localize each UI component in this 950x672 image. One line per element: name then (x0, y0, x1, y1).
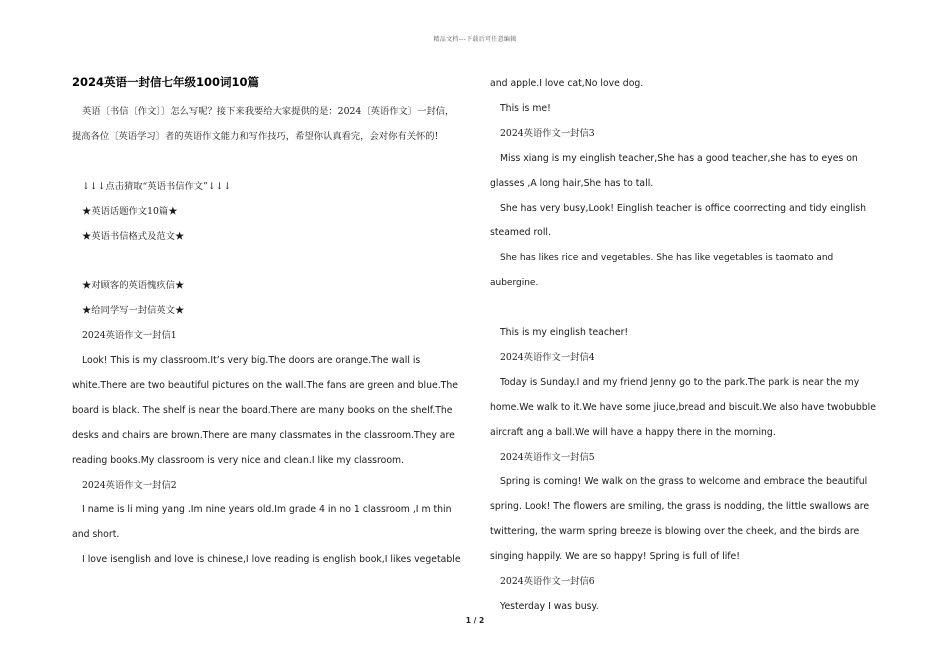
essay-1-paragraph: Look! This is my classroom.It’s very big.The doors are orange.The wall is white.There are two beautiful pictures on the wall.The fans are green and blue.The board is black. The shelf is near the board.There are many books on the shelf.The desks and chairs are brown.There are many classmates in the classroom.They are reading books.My classroom is very nice and clean.I like my classroom. (72, 355, 458, 466)
link-click-guess[interactable]: ↓↓↓点击猜取“英语书信作文”↓↓↓ (82, 180, 232, 192)
essay-6-paragraph: Yesterday I was busy. (500, 601, 599, 613)
essay-2-paragraph-2-cont: and apple.I love cat,No love dog. (490, 78, 644, 89)
left-column (72, 72, 462, 573)
essay-heading-4: 2024英语作文一封信4 (500, 351, 595, 363)
essay-3-paragraph-3: She has likes rice and vegetables. She has like vegetables is taomato and aubergine. (490, 253, 834, 289)
essay-4-paragraph: Today is Sunday.I and my friend Jenny go to the park.The park is near the my home.We walk to it.We have some jiuce,bread and biscuit.We also have twobubble aircraft ang a ball.We will have a happy there in the morning. (490, 376, 876, 438)
essay-2-paragraph-2: I love isenglish and love is chinese,I love reading is english book,I likes vegetable (82, 554, 461, 566)
essay-2-paragraph-3: This is me! (500, 102, 551, 114)
essay-3-paragraph-2: She has very busy,Look! Einglish teacher is office coorrecting and tidy einglish steamed roll. (490, 202, 867, 239)
page-number: 1 / 2 (465, 616, 485, 625)
essay-heading-5: 2024英语作文一封信5 (500, 451, 595, 463)
essay-3-paragraph-4: This is my einglish teacher! (500, 327, 629, 339)
intro-paragraph: 英语〔书信〔作文〕〕怎么写呢？接下来我要给大家提供的是：2024〔英语作文〕一封信，提高各位〔英语学习〕者的英语作文能力和写作技巧，希望你认真看完，会对你有关怀的! (72, 106, 455, 142)
essay-heading-2: 2024英语作文一封信2 (82, 479, 177, 491)
essay-5-paragraph: Spring is coming! We walk on the grass to welcome and embrace the beautiful spring. Look! The flowers are smiling, the grass is nodding, the little swallows are twittering, the warm spring breeze is blowing over the cheek, and the birds are singing happily. We are so happy! Spring is full of life! (490, 476, 870, 563)
essay-3-paragraph-1: Miss xiang is my einglish teacher,She has a good teacher,she has to eyes on glasses ,A long hair,She has to tall. (490, 152, 858, 189)
essay-2-paragraph-1: I name is li ming yang .Im nine years old.Im grade 4 in no 1 classroom ,I m thin and short. (72, 504, 452, 541)
link-apology-letter[interactable]: ★对顾客的英语愧疚信★ (82, 280, 185, 292)
header-note: 精品文档---下载后可任意编辑 (433, 36, 517, 43)
link-topic-essays[interactable]: ★英语话题作文10篇★ (82, 205, 178, 217)
document-title: 2024英语一封信七年级100词10篇 (72, 75, 260, 89)
essay-heading-1: 2024英语作文一封信1 (82, 330, 177, 342)
essay-heading-6: 2024英语作文一封信6 (500, 576, 595, 588)
link-letter-format[interactable]: ★英语书信格式及范文★ (82, 230, 185, 242)
link-classmate-letter[interactable]: ★给同学写一封信英文★ (82, 305, 185, 317)
right-column (490, 72, 880, 620)
essay-heading-3: 2024英语作文一封信3 (500, 127, 595, 139)
